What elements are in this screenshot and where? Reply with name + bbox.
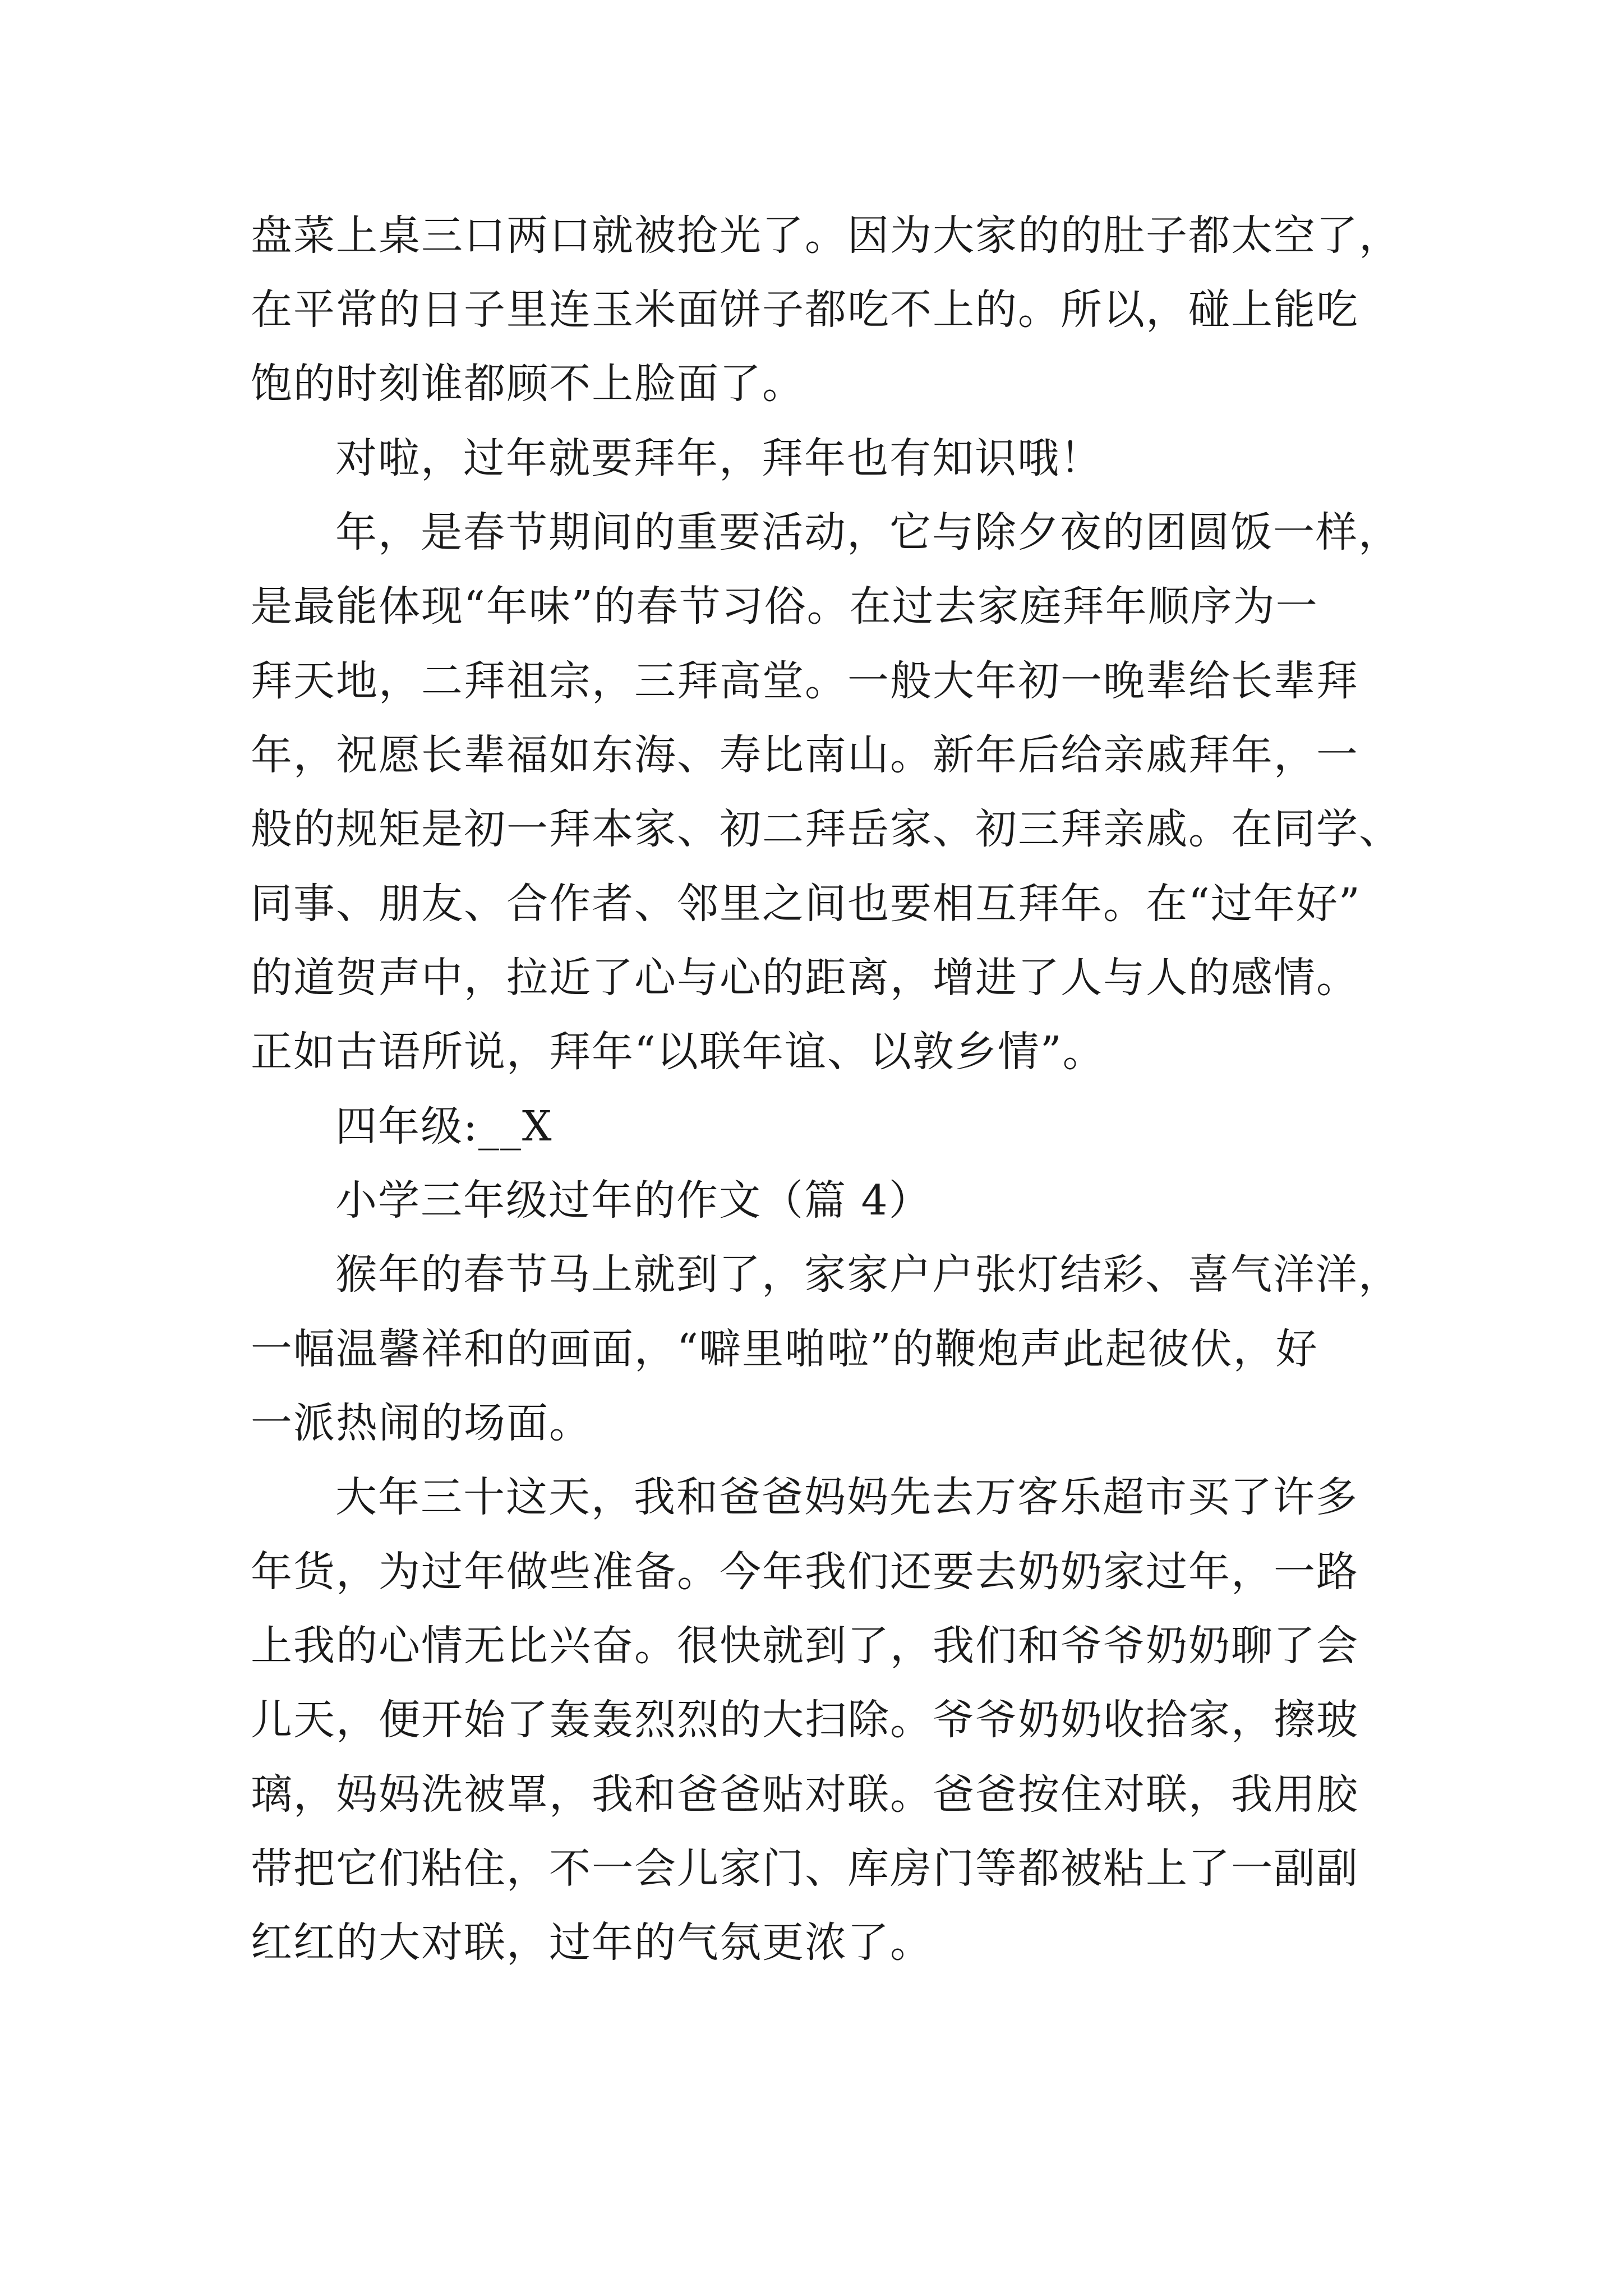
text-line: 红红的大对联，过年的气氛更浓了。 — [251, 1918, 933, 1967]
text-line: 同事、朋友、合作者、邻里之间也要相互拜年。在“过年好” — [251, 880, 1361, 928]
text-line: 拜天地，二拜祖宗，三拜高堂。一般大年初一晚辈给长辈拜 — [251, 657, 1359, 705]
text-line: 一派热闹的场面。 — [251, 1399, 592, 1447]
text-line: 年，是春节期间的重要活动，它与除夕夜的团圆饭一样， — [335, 508, 1401, 556]
text-line: 年，祝愿长辈福如东海、寿比南山。新年后给亲戚拜年，一 — [251, 731, 1359, 779]
text-line: 大年三十这天，我和爸爸妈妈先去万客乐超市买了许多 — [335, 1473, 1358, 1521]
text-line: 对啦，过年就要拜年，拜年也有知识哦！ — [335, 434, 1103, 482]
text-line: 在平常的日子里连玉米面饼子都吃不上的。所以，碰上能吃 — [251, 286, 1359, 334]
text-line: 儿天，便开始了轰轰烈烈的大扫除。爷爷奶奶收拾家，擦玻 — [251, 1696, 1359, 1744]
text-line: 一幅温馨祥和的画面，“噼里啪啦”的鞭炮声此起彼伏，好 — [251, 1325, 1318, 1373]
text-line: 上我的心情无比兴奋。很快就到了，我们和爷爷奶奶聊了会 — [251, 1622, 1359, 1670]
text-line: 璃，妈妈洗被罩，我和爸爸贴对联。爸爸按住对联，我用胶 — [251, 1770, 1359, 1819]
text-line: 年货，为过年做些准备。今年我们还要去奶奶家过年，一路 — [251, 1548, 1359, 1596]
text-line: 正如古语所说，拜年“以联年谊、以敦乡情”。 — [251, 1028, 1105, 1076]
text-line: 猴年的春节马上就到了，家家户户张灯结彩、喜气洋洋， — [335, 1250, 1401, 1299]
text-line: 饱的时刻谁都顾不上脸面了。 — [251, 360, 805, 408]
text-line: 的道贺声中，拉近了心与心的距离，增进了人与人的感情。 — [251, 954, 1359, 1002]
text-line: 是最能体现“年味”的春节习俗。在过去家庭拜年顺序为一 — [251, 582, 1318, 631]
section-heading: 小学三年级过年的作文（篇 4） — [335, 1176, 932, 1225]
text-line: 四年级:__X — [335, 1102, 553, 1151]
text-line: 般的规矩是初一拜本家、初二拜岳家、初三拜亲戚。在同学、 — [251, 805, 1401, 853]
text-line: 盘菜上桌三口两口就被抢光了。因为大家的的肚子都太空了， — [251, 211, 1401, 260]
text-line: 带把它们粘住，不一会儿家门、库房门等都被粘上了一副副 — [251, 1844, 1359, 1893]
